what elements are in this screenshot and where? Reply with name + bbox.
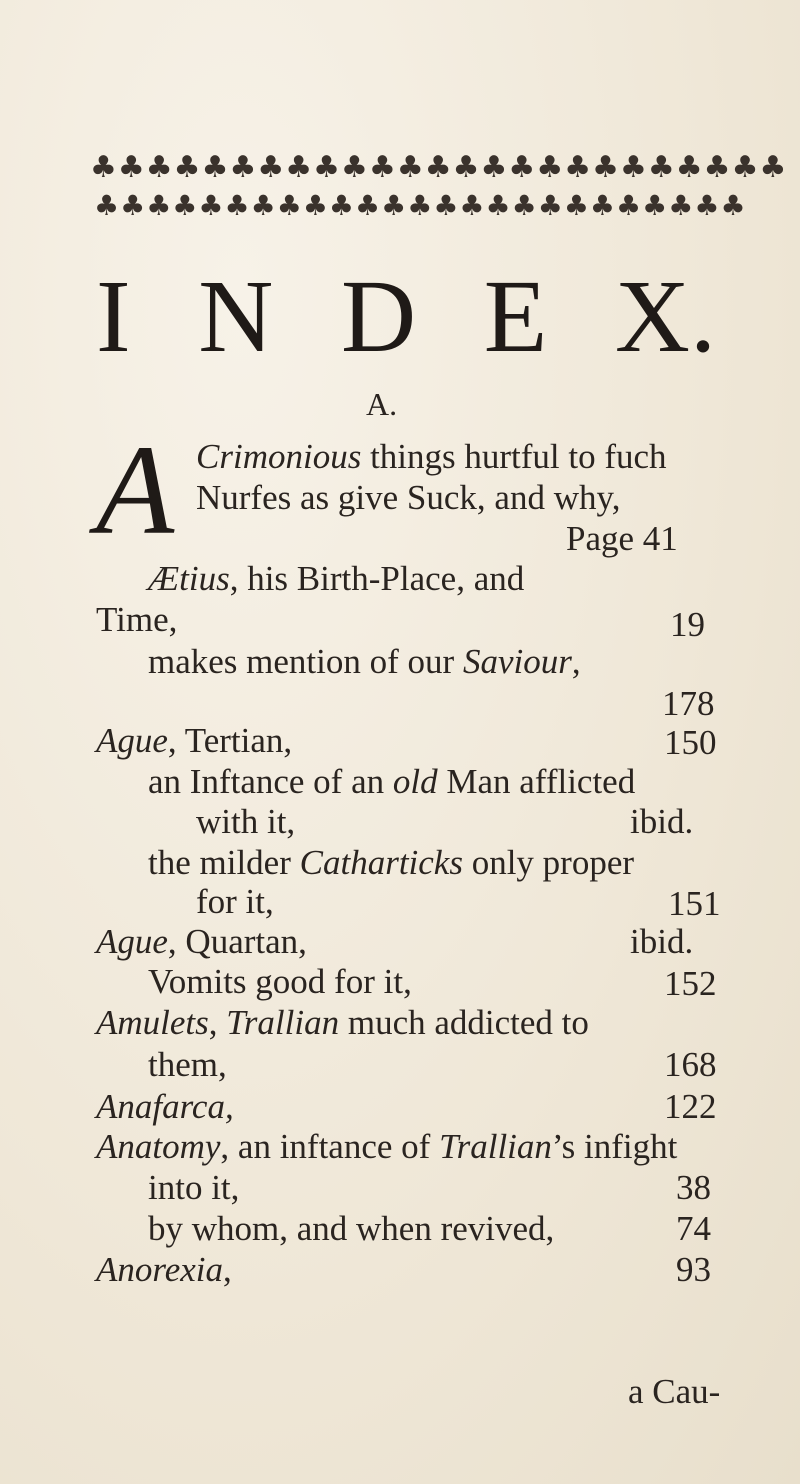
entry-ague-tertian-sub2-page: 151 <box>668 884 721 923</box>
entry-term: Anafarca, <box>96 1087 234 1126</box>
entry-ague-quartan-page: ibid. <box>630 922 694 961</box>
entry-text: much addicted to <box>339 1003 589 1042</box>
entry-amulets-line2: them, <box>148 1045 227 1084</box>
entry-text: , <box>208 1003 227 1042</box>
entry-acrimonious-line2: Nurfes as give Suck, and why, <box>196 478 621 517</box>
drop-cap: A <box>96 419 175 561</box>
entry-text: an Inftance of an <box>148 762 393 801</box>
entry-amulets <box>96 1003 589 1043</box>
entry-ague-tertian-sub1 <box>148 762 635 802</box>
section-letter: A. <box>366 386 398 422</box>
entry-term: Ague <box>96 922 168 961</box>
entry-aetius-line1 <box>148 559 524 599</box>
entry-ague-tertian-sub2 <box>148 843 634 883</box>
title-letter-d: D <box>341 259 417 374</box>
entry-text: the milder <box>148 843 300 882</box>
entry-term: Catharticks <box>299 843 463 882</box>
entry-ague-quartan-sub1-page: 152 <box>664 964 717 1003</box>
entry-term: Ague <box>96 721 168 760</box>
entry-anorexia <box>96 1250 232 1290</box>
entry-anafarca <box>96 1087 234 1127</box>
entry-text: , <box>223 1250 232 1289</box>
entry-text: makes mention of our <box>148 642 463 681</box>
entry-term: Anatomy <box>96 1127 221 1166</box>
entry-term: Amulets <box>96 1003 209 1042</box>
title-letter-x: X. <box>614 259 716 374</box>
entry-ague-tertian-sub2-line2: for it, <box>196 882 274 921</box>
entry-term: Trallian <box>439 1127 552 1166</box>
entry-aetius-page: 19 <box>670 605 705 644</box>
entry-ague-tertian-sub1-page: ibid. <box>630 802 694 841</box>
entry-text: only proper <box>462 843 635 882</box>
entry-aetius-line2: Time, <box>96 600 178 639</box>
entry-term: Trallian <box>226 1003 340 1042</box>
entry-anatomy <box>96 1127 677 1167</box>
entry-term: Ætius <box>148 559 230 598</box>
entry-text: things hurtful to fuch <box>361 437 667 476</box>
entry-ague-tertian-page: 150 <box>664 723 717 762</box>
entry-text: , Quartan, <box>167 922 307 961</box>
title-letter-i: I <box>96 259 131 374</box>
entry-anatomy-sub1: by whom, and when revived, <box>148 1209 555 1248</box>
entry-acrimonious-page: Page 41 <box>566 519 678 558</box>
entry-aetius-sub1 <box>148 642 581 682</box>
ornament-row-bottom: ♣♣♣♣♣♣♣♣♣♣♣♣♣♣♣♣♣♣♣♣♣♣♣♣♣ <box>94 189 747 222</box>
entry-text: , his Birth-Place, and <box>229 559 525 598</box>
entry-anafarca-page: 122 <box>664 1087 717 1126</box>
entry-anatomy-page: 38 <box>676 1168 711 1207</box>
entry-term: Crimonious <box>196 437 362 476</box>
entry-term: old <box>392 762 438 801</box>
entry-text: ’s infight <box>551 1127 678 1166</box>
entry-term: Anorexia <box>96 1250 223 1289</box>
entry-anorexia-page: 93 <box>676 1250 711 1289</box>
entry-text: , an inftance of <box>220 1127 440 1166</box>
entry-ague-tertian <box>96 721 292 761</box>
entry-ague-tertian-sub1-line2: with it, <box>196 802 296 841</box>
entry-ague-quartan-sub1: Vomits good for it, <box>148 962 412 1001</box>
entry-aetius-sub1-page: 178 <box>662 684 715 723</box>
ornament-row-top: ♣♣♣♣♣♣♣♣♣♣♣♣♣♣♣♣♣♣♣♣♣♣♣♣♣ <box>90 150 788 185</box>
entry-text: , <box>571 642 581 681</box>
entry-text: Man afflicted <box>437 762 636 801</box>
title-letter-e: E <box>483 259 548 374</box>
entry-amulets-page: 168 <box>664 1045 717 1084</box>
entry-term: Saviour <box>462 642 572 681</box>
title-letter-n: N <box>198 259 274 374</box>
entry-ague-quartan <box>96 922 307 962</box>
entry-anatomy-sub1-page: 74 <box>676 1209 711 1248</box>
entry-anatomy-line2: into it, <box>148 1168 240 1207</box>
entry-acrimonious-line1 <box>196 437 667 477</box>
entry-text: , Tertian, <box>167 721 293 760</box>
catchword: a Cau- <box>628 1372 721 1411</box>
